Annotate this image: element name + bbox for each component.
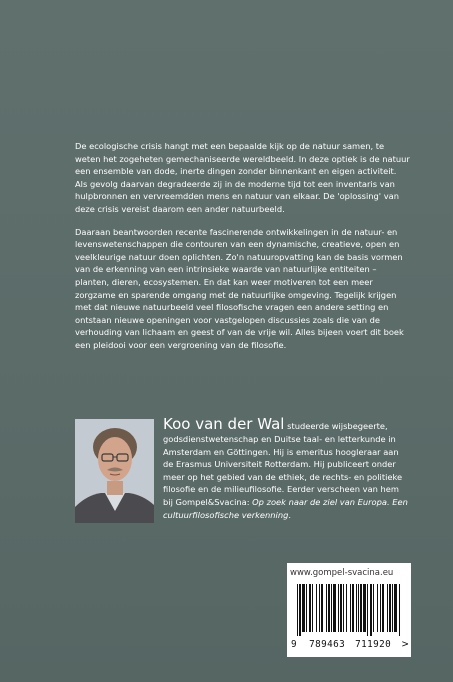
- author-bio-end: .: [288, 509, 292, 520]
- author-bio-text: studeerde wijsbegeerte, godsdienstwetenschap en Duitse taal- en letterkunde in Amsterdam en Göttingen. Hij is emeritus hoogleraar aan de Erasmus Universiteit Rotterdam. Hij publiceert onder meer op het gebied van de ethiek, de rechts- en politieke filosofie en de milieufilosofie. Eerder verscheen van hem bij Gompel&Svacina:: [163, 421, 403, 507]
- publisher-url: www.gompel-svacina.eu: [290, 568, 394, 578]
- author-name: Koo van der Wal: [163, 415, 285, 433]
- blurb-paragraph-1: De ecologische crisis hangt met een bepaalde kijk op de natuur samen, te weten het zogeheten gemechaniseerde wereldbeeld. In deze optiek is de natuur een ensemble van dode, inerte dingen zonder binnenkant en eigen activiteit. Als gevolg daarvan degradeerde zij in de moderne tijd tot een inventaris van hulpbronnen en vervreemdden mens en natuur van elkaar. De 'oplossing' van deze crisis vereist daarom een ander natuurbeeld.: [75, 141, 410, 214]
- isbn-group-2: 711920: [355, 639, 392, 650]
- author-bio: [163, 416, 411, 521]
- isbn-digit-first: 9: [291, 639, 297, 650]
- isbn-arrow: >: [401, 639, 409, 650]
- blurb: [75, 140, 411, 362]
- author-section: [75, 416, 411, 526]
- isbn-barcode: [297, 584, 403, 636]
- blurb-paragraph-2: Daaraan beantwoorden recente fascinerende ontwikkelingen in de natuur- en levenswetenschappen die contouren van een dynamische, creatieve, open en veelkleurige natuur doen oplichten. Zo'n natuuropvatting kan de basis vormen van de erkenning van een intrinsieke waarde van natuurlijke entiteiten – planten, dieren, ecosystemen. En dat kan weer motiveren tot een meer zorgzame en sparende omgang met de natuurlijke omgeving. Tegelijk krijgen met dat nieuwe natuurbeeld veel filosofische vragen een andere setting en ontstaan nieuwe openingen voor vastgelopen discussies zoals die van de verhouding van lichaam en geest of van de vrije wil. Alles bijeen voert dit boek een pleidooi voor een vergroening van de filosofie.: [75, 226, 404, 350]
- author-photo: [75, 419, 154, 523]
- isbn-group-1: 789463: [309, 639, 346, 650]
- author-book-title: Op zoek naar de ziel van Europa. Een cultuurfilosofische verkenning: [163, 496, 408, 520]
- isbn-digits: [291, 640, 409, 650]
- author-portrait-image: [75, 419, 154, 523]
